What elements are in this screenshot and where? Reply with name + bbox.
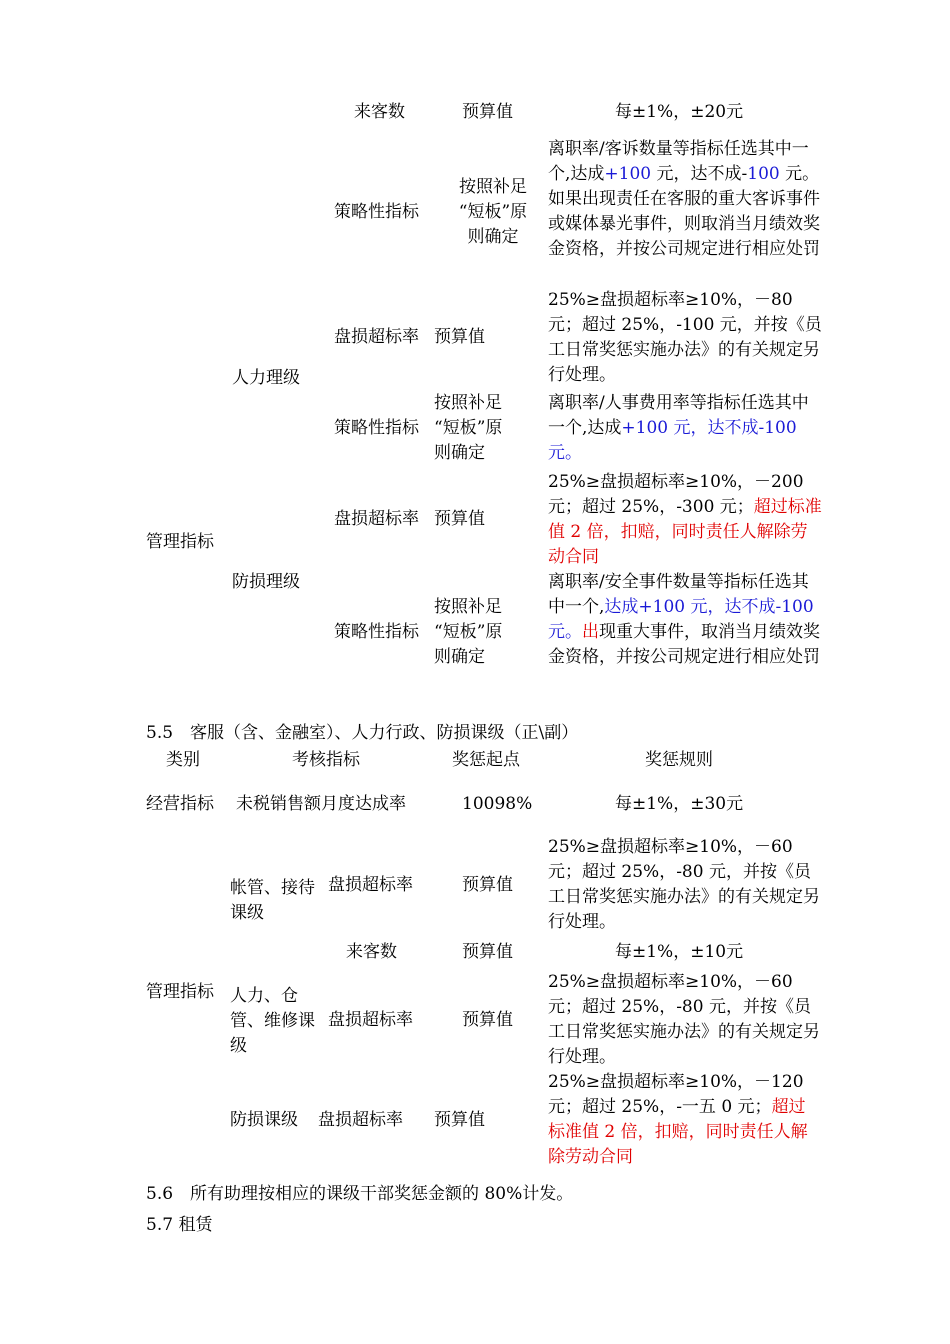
start-budget: 预算值 (462, 942, 513, 962)
rule-sales-rate: 每±1%，±30元 (615, 794, 744, 814)
header-rule: 奖惩规则 (645, 750, 713, 770)
indicator-strategic: 策略性指标 (334, 202, 419, 222)
start-shortboard-2: “短板”原 (434, 622, 503, 642)
indicator-loss-rate: 盘损超标率 (328, 1010, 413, 1030)
rule-strategic-cs: 离职率/客诉数量等指标任选其中一个,达成+100 元，达不成-100 元。如果出现责任在客服的重大客诉事件或媒体暴光事件，则取消当月绩效奖金资格，并按公司规定进行相应处罚 (548, 139, 820, 259)
start-shortboard-2: “短板”原 (434, 418, 503, 438)
indicator-visitors: 来客数 (346, 942, 397, 962)
group-hr-manager: 人力理级 (232, 368, 300, 388)
group-lp-section: 防损课级 (230, 1110, 298, 1130)
start-budget: 预算值 (434, 509, 485, 529)
start-budget: 预算值 (434, 1110, 485, 1130)
start-shortboard-1: 按照补足 (459, 177, 527, 197)
rule-strategic-lp: 离职率/安全事件数量等指标任选其中一个,达成+100 元，达不成-100 元。出现重大事件，取消当月绩效奖金资格，并按公司规定进行相应处罚 (548, 572, 820, 667)
rule-visitors: 每±1%，±20元 (615, 102, 744, 122)
start-budget: 预算值 (462, 875, 513, 895)
category-operations: 经营指标 (146, 794, 214, 814)
indicator-loss-rate: 盘损超标率 (334, 509, 419, 529)
start-budget: 预算值 (462, 1010, 513, 1030)
indicator-loss-rate: 盘损超标率 (318, 1110, 403, 1130)
header-indicator: 考核指标 (292, 750, 360, 770)
paragraph-5-6: 5.6 所有助理按相应的课级干部奖惩金额的 80%计发。 (146, 1184, 574, 1204)
start-shortboard-3: 则确定 (467, 227, 519, 247)
paragraph-5-7: 5.7 租赁 (146, 1215, 213, 1235)
indicator-strategic: 策略性指标 (334, 622, 419, 642)
rule-loss-rate-hr: 25%≥盘损超标率≥10%，－60元；超过 25%，-80 元，并按《员工日常奖惩实施办法》的有关规定另行处理。 (548, 972, 820, 1067)
indicator-strategic: 策略性指标 (334, 418, 419, 438)
group-lp-manager: 防损理级 (232, 572, 300, 592)
start-shortboard-1: 按照补足 (434, 597, 502, 617)
start-shortboard-2: “短板”原 (458, 202, 528, 222)
header-category: 类别 (166, 750, 200, 770)
rule-loss-rate-lp: 25%≥盘损超标率≥10%，－200元；超过 25%，-300 元；超过标准值 2 倍，扣赔，同时责任人解除劳动合同 (548, 472, 822, 567)
start-sales-rate: 10098% (462, 794, 533, 814)
indicator-visitors: 来客数 (354, 102, 405, 122)
group-accounts-reception: 帐管、接待 课级 (230, 878, 315, 923)
rule-loss-rate-lp-section: 25%≥盘损超标率≥10%，－120元；超过 25%，-一五 0 元；超过标准值 2 倍，扣赔，同时责任人解除劳动合同 (548, 1072, 808, 1167)
start-shortboard-1: 按照补足 (434, 393, 502, 413)
rule-visitors: 每±1%，±10元 (615, 942, 744, 962)
section-5-5-heading: 5.5 客服（含、金融室）、人力行政、防损课级（正\副） (146, 723, 579, 743)
start-shortboard-3: 则确定 (434, 443, 485, 463)
category-management: 管理指标 (146, 532, 214, 552)
start-shortboard-3: 则确定 (434, 647, 485, 667)
indicator-sales-rate: 未税销售额月度达成率 (236, 794, 406, 814)
start-budget: 预算值 (462, 102, 513, 122)
start-budget: 预算值 (434, 327, 485, 347)
indicator-loss-rate: 盘损超标率 (334, 327, 419, 347)
indicator-loss-rate: 盘损超标率 (328, 875, 413, 895)
group-hr-warehouse-repair: 人力、仓管、维修课级 (230, 986, 315, 1056)
rule-strategic-hr: 离职率/人事费用率等指标任选其中一个,达成+100 元，达不成-100 元。 (548, 393, 809, 463)
rule-loss-rate-acc: 25%≥盘损超标率≥10%，－60元；超过 25%，-80 元，并按《员工日常奖惩实施办法》的有关规定另行处理。 (548, 837, 820, 932)
header-start: 奖惩起点 (452, 750, 520, 770)
rule-loss-rate: 25%≥盘损超标率≥10%，－80元；超过 25%，-100 元，并按《员工日常奖惩实施办法》的有关规定另行处理。 (548, 290, 822, 385)
category-management: 管理指标 (146, 982, 214, 1002)
